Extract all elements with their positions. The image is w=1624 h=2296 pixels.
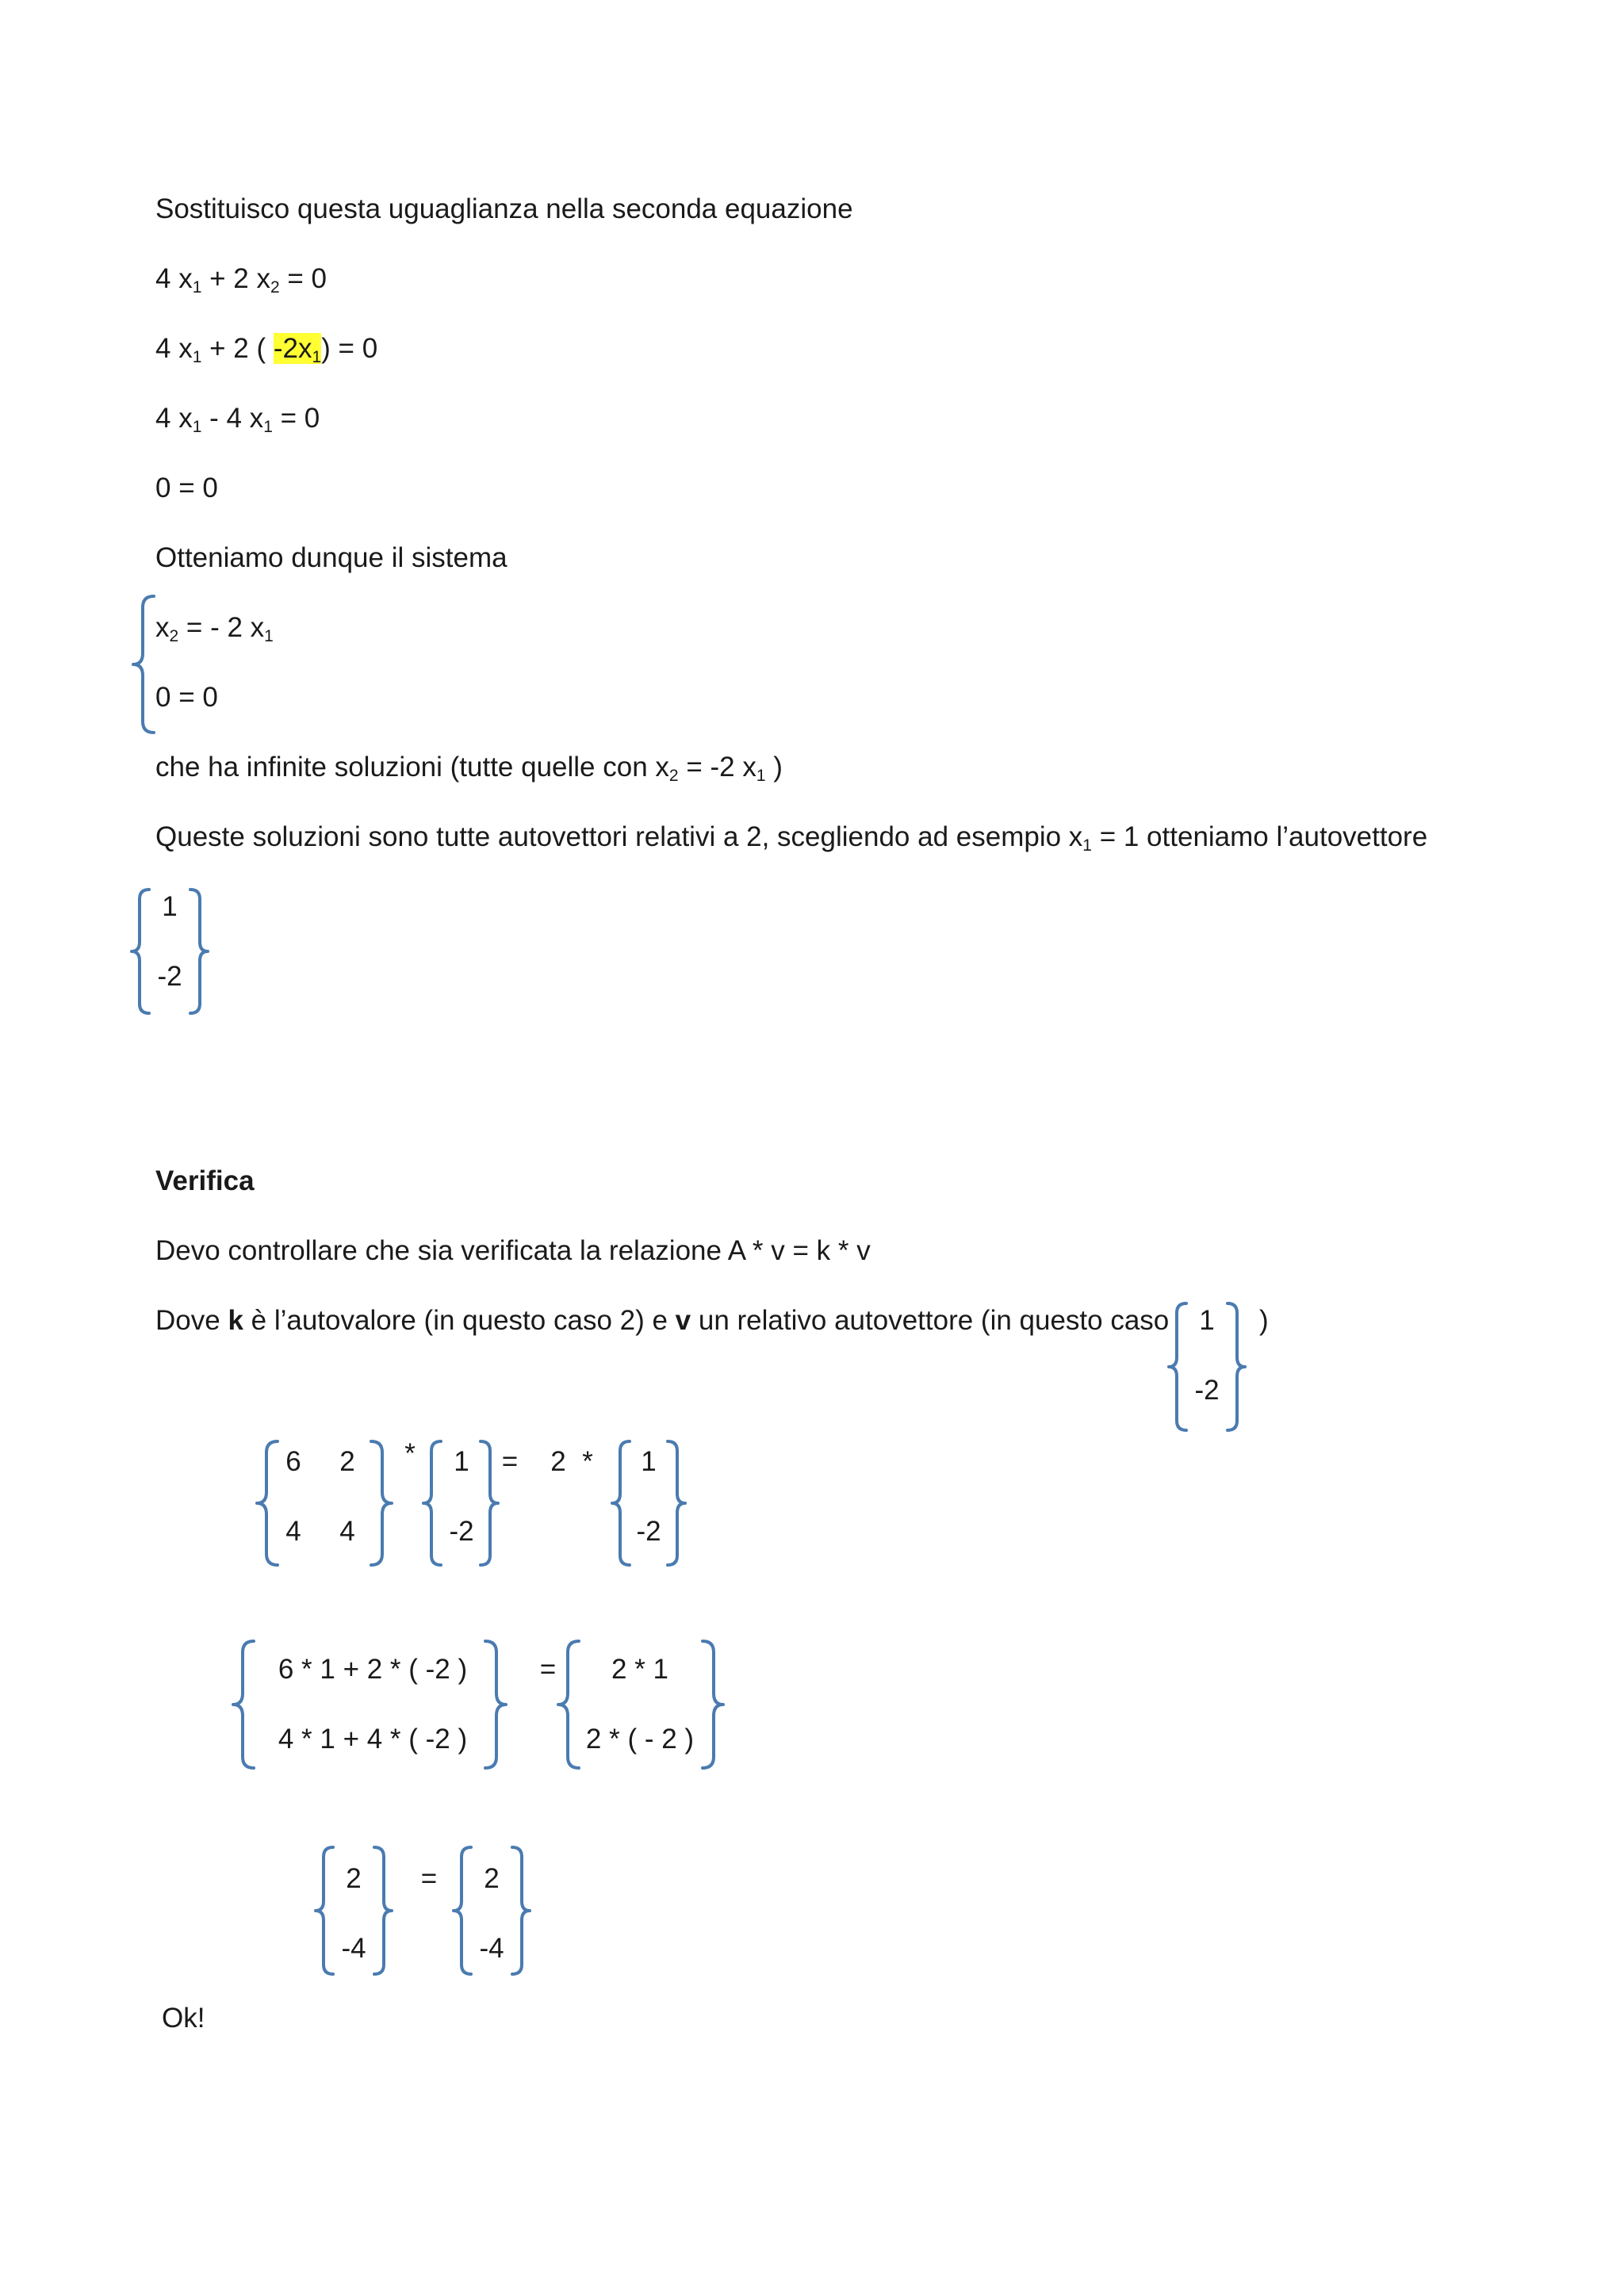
eq1-matrix-right-brace — [371, 1441, 392, 1565]
subscript: 1 — [756, 767, 766, 785]
eq2-right-right-brace — [703, 1641, 723, 1768]
eq-part: 4 x — [155, 403, 193, 434]
text-part: Queste soluzioni sono tutte autovettori relativi a 2, scegliendo ad esempio x — [155, 821, 1083, 852]
text-part: che ha infinite soluzioni (tutte quelle con x — [155, 752, 669, 783]
matrix-entry-11: 6 — [285, 1446, 301, 1477]
eq-part: 4 x — [155, 263, 193, 294]
eq-part: 4 x — [155, 333, 193, 364]
text-part: Dove — [155, 1305, 228, 1336]
eq-part: = - 2 x — [178, 612, 265, 643]
eq-part: + 2 ( — [201, 333, 274, 364]
matrix-entry-12: 2 — [339, 1446, 355, 1477]
eq1-vec2-right-brace — [668, 1441, 685, 1565]
eq2-right-row-1: 2 * 1 — [611, 1654, 668, 1685]
subscript: 2 — [668, 767, 679, 785]
eq1-scalar: 2 — [550, 1446, 566, 1477]
text-part: = -2 x — [678, 752, 756, 783]
subscript: 1 — [263, 418, 273, 436]
eq1-vec2-entry-1: 1 — [641, 1446, 657, 1477]
eq-part: + 2 x — [201, 263, 270, 294]
subscript: 1 — [1082, 836, 1092, 855]
text-part: un relativo autovettore (in questo caso — [691, 1305, 1170, 1336]
v-symbol: v — [675, 1305, 691, 1336]
eq2-left-left-brace — [233, 1641, 254, 1768]
eq3-left-entry-2: -4 — [341, 1933, 366, 1964]
eigvec-right-brace — [190, 890, 208, 1013]
equation-line-4 — [155, 401, 320, 436]
subscript: 1 — [312, 348, 322, 366]
eq3-left-entry-1: 2 — [346, 1863, 362, 1894]
eq1-vec-right-brace — [481, 1441, 498, 1565]
eq3-left-right-brace — [374, 1847, 392, 1974]
equation-line-5: 0 = 0 — [155, 473, 218, 503]
eq2-left-right-brace — [485, 1641, 506, 1768]
matrix-entry-22: 4 — [339, 1516, 355, 1547]
eq1-vec-entry-1: 1 — [454, 1446, 469, 1477]
eq1-times: * — [404, 1438, 416, 1469]
equation-line-3 — [155, 331, 377, 366]
eq1-vec-left-brace — [423, 1441, 441, 1565]
subscript: 1 — [192, 348, 202, 366]
eq1-vec-entry-2: -2 — [449, 1516, 474, 1547]
system-row-1 — [155, 610, 274, 645]
eq-part: ) = 0 — [321, 333, 378, 364]
subscript: 1 — [192, 418, 202, 436]
verifica-vec-entry-1: 1 — [1199, 1305, 1215, 1336]
verifica-vec-entry-2: -2 — [1194, 1375, 1220, 1406]
eq3-equals: = — [420, 1863, 438, 1894]
system-intro: Otteniamo dunque il sistema — [155, 542, 508, 573]
subscript: 2 — [270, 278, 280, 297]
k-symbol: k — [228, 1305, 243, 1336]
eq1-vec2-left-brace — [612, 1441, 630, 1565]
eq3-right-left-brace — [454, 1847, 471, 1974]
text-part: è l’autovalore (in questo caso 2) e — [243, 1305, 676, 1336]
eq-part: = 0 — [272, 403, 320, 434]
verifica-vec-right-brace — [1228, 1303, 1245, 1430]
system-row-2: 0 = 0 — [155, 682, 218, 713]
text-part: = 1 otteniamo l’autovettore — [1091, 821, 1428, 852]
eq3-right-entry-2: -4 — [479, 1933, 504, 1964]
eq2-right-left-brace — [558, 1641, 579, 1768]
eq3-right-entry-1: 2 — [484, 1863, 500, 1894]
eq3-left-left-brace — [316, 1847, 333, 1974]
eq1-matrix-left-brace — [257, 1441, 278, 1565]
ok-conclusion: Ok! — [162, 2003, 205, 2034]
eq-part: = 0 — [279, 263, 327, 294]
eq3-right-right-brace — [512, 1847, 530, 1974]
verifica-title: Verifica — [155, 1165, 255, 1196]
eq1-equals: = — [501, 1446, 519, 1477]
eq2-equals: = — [539, 1654, 557, 1685]
eq2-right-row-2: 2 * ( - 2 ) — [585, 1724, 695, 1755]
matrix-entry-21: 4 — [285, 1516, 301, 1547]
eigvec-entry-1: 1 — [162, 891, 178, 922]
eigvec-entry-2: -2 — [157, 961, 182, 992]
verifica-relation: Devo controllare che sia verificata la relazione A * v = k * v — [155, 1235, 871, 1266]
eq-part: - 4 x — [201, 403, 264, 434]
eq1-times-2: * — [582, 1446, 593, 1477]
verifica-definition — [155, 1303, 1169, 1338]
subscript: 1 — [192, 278, 202, 297]
verifica-close-paren: ) — [1259, 1305, 1269, 1336]
text-part: ) — [765, 752, 783, 783]
subscript: 2 — [169, 627, 179, 645]
eigvec-left-brace — [132, 890, 149, 1013]
highlighted-term: $-2x_1$ — [273, 333, 322, 366]
eigenvector-line — [155, 820, 1427, 855]
subscript: 1 — [264, 627, 274, 645]
intro-line: Sostituisco questa uguaglianza nella seconda equazione — [155, 193, 853, 224]
eq-part: x — [155, 612, 170, 643]
system-left-brace — [133, 596, 154, 733]
eq2-left-row-2: 4 * 1 + 4 * ( -2 ) — [278, 1724, 468, 1755]
equation-line-2 — [155, 262, 327, 297]
solutions-line — [155, 750, 783, 785]
eq1-vec2-entry-2: -2 — [636, 1516, 661, 1547]
eq2-left-row-1: 6 * 1 + 2 * ( -2 ) — [278, 1654, 468, 1685]
verifica-vec-left-brace — [1169, 1303, 1186, 1430]
